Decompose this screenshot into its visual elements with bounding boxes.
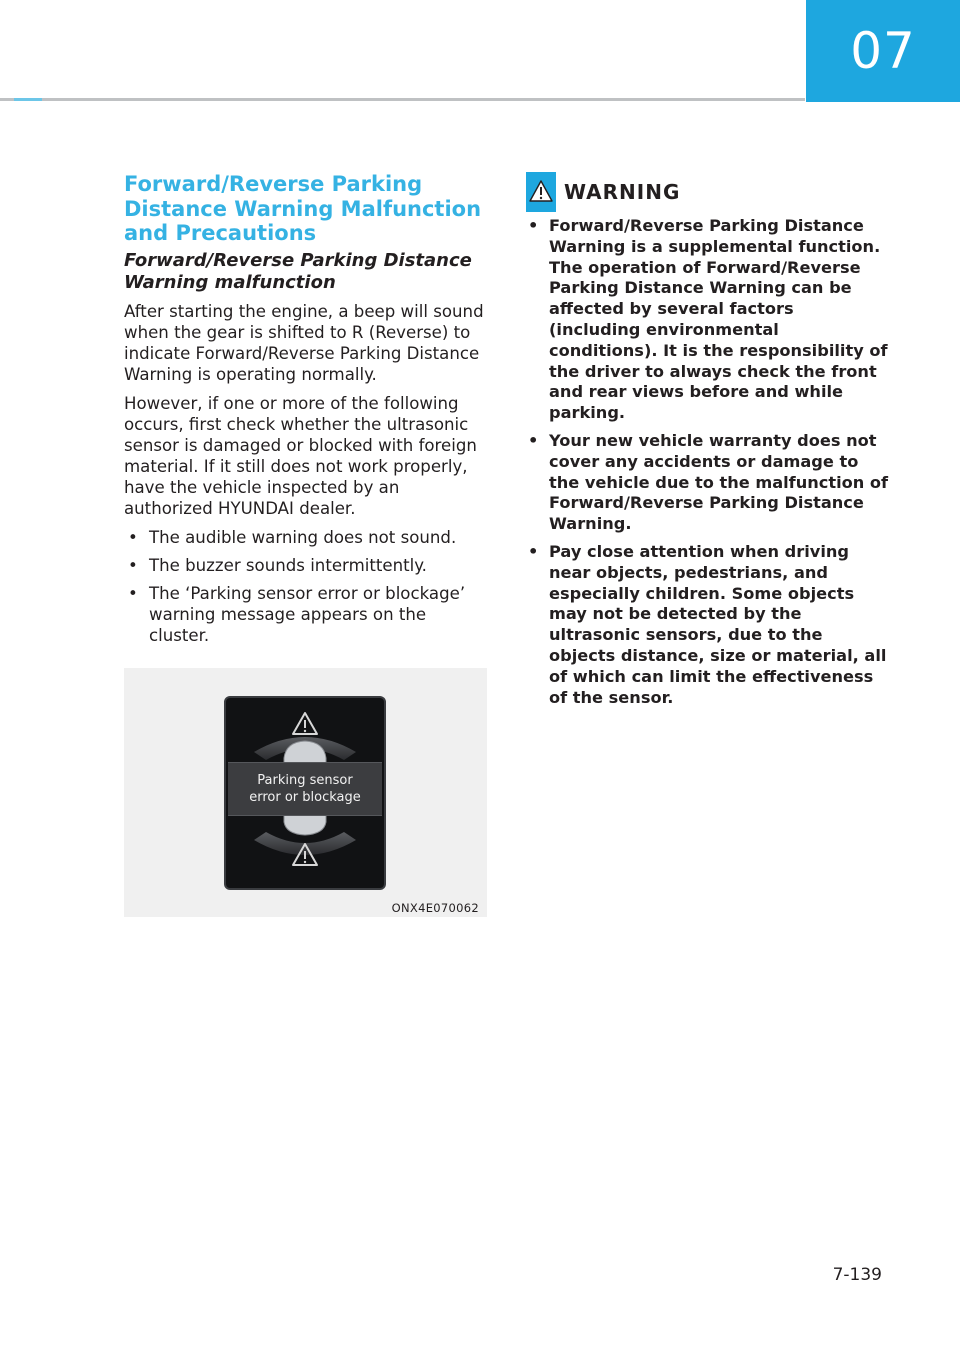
bullet-icon: • — [528, 430, 539, 450]
car-rear-icon — [284, 814, 326, 835]
header-rule-accent — [14, 98, 42, 101]
paragraph: However, if one or more of the following occurs, first check whether the ultrasonic sensor is damaged or blocked with foreign material. If it still does not work properly, have the vehicle inspected by an authorized HYUNDAI dealer. — [124, 393, 477, 518]
bullet-icon: • — [128, 555, 138, 575]
page-number: 7-139 — [832, 1265, 882, 1285]
paragraph: After starting the engine, a beep will sound when the gear is shifted to R (Reverse) to indicate Forward/Reverse Parking Distance Warning is operating normally. — [124, 301, 484, 384]
cluster-figure — [124, 668, 487, 917]
warning-list — [526, 216, 890, 708]
right-column — [526, 172, 890, 715]
list-item — [124, 527, 490, 548]
symptom-list — [124, 527, 490, 646]
warning-title: WARNING — [564, 180, 681, 204]
cluster-message — [228, 762, 382, 816]
front-warning-icon — [293, 713, 317, 734]
list-item-text: The buzzer sounds intermittently. — [149, 555, 427, 575]
list-item — [526, 431, 890, 535]
list-item-text: Forward/Reverse Parking Distance Warning is a supplemental function. The operation of Forward/Reverse Parking Distance Warning can be affected by several factors (including environmental conditions). It is the responsibility of the driver to always check the front and rear views before and while parking. — [549, 216, 888, 423]
cluster-display — [224, 696, 386, 890]
sub-title: Forward/Reverse Parking Distance Warning malfunction — [124, 249, 472, 293]
list-item — [526, 216, 890, 424]
warning-header — [526, 172, 890, 212]
list-item — [124, 555, 490, 576]
header-rule — [0, 98, 805, 101]
chapter-tab — [806, 0, 960, 102]
bullet-icon: • — [128, 527, 138, 547]
list-item — [124, 583, 490, 646]
warning-badge — [526, 172, 556, 212]
bullet-icon: • — [528, 216, 539, 235]
message-line-2: error or blockage — [249, 790, 361, 805]
warning-triangle-icon — [529, 180, 553, 202]
bullet-icon: • — [528, 541, 539, 561]
figure-code: ONX4E070062 — [391, 901, 479, 915]
left-column — [124, 172, 490, 653]
chapter-number: 07 — [850, 22, 916, 80]
section-title: Forward/Reverse Parking Distance Warning Malfunction and Precautions — [124, 172, 482, 245]
bullet-icon: • — [128, 583, 138, 603]
list-item-text: Pay close attention when driving near objects, pedestrians, and especially children. Some objects may not be detected by the ultrasonic sensors, due to the objects distance, size or material, all of which can limit the effectiveness of the sensor. — [549, 541, 887, 707]
list-item — [526, 542, 890, 708]
message-line-1: Parking sensor — [257, 773, 353, 788]
list-item-text: The audible warning does not sound. — [149, 527, 457, 547]
list-item-text: The ‘Parking sensor error or blockage’ warning message appears on the cluster. — [149, 583, 466, 645]
list-item-text: Your new vehicle warranty does not cover any accidents or damage to the vehicle due to the malfunction of Forward/Reverse Parking Distance Warning. — [549, 430, 889, 534]
